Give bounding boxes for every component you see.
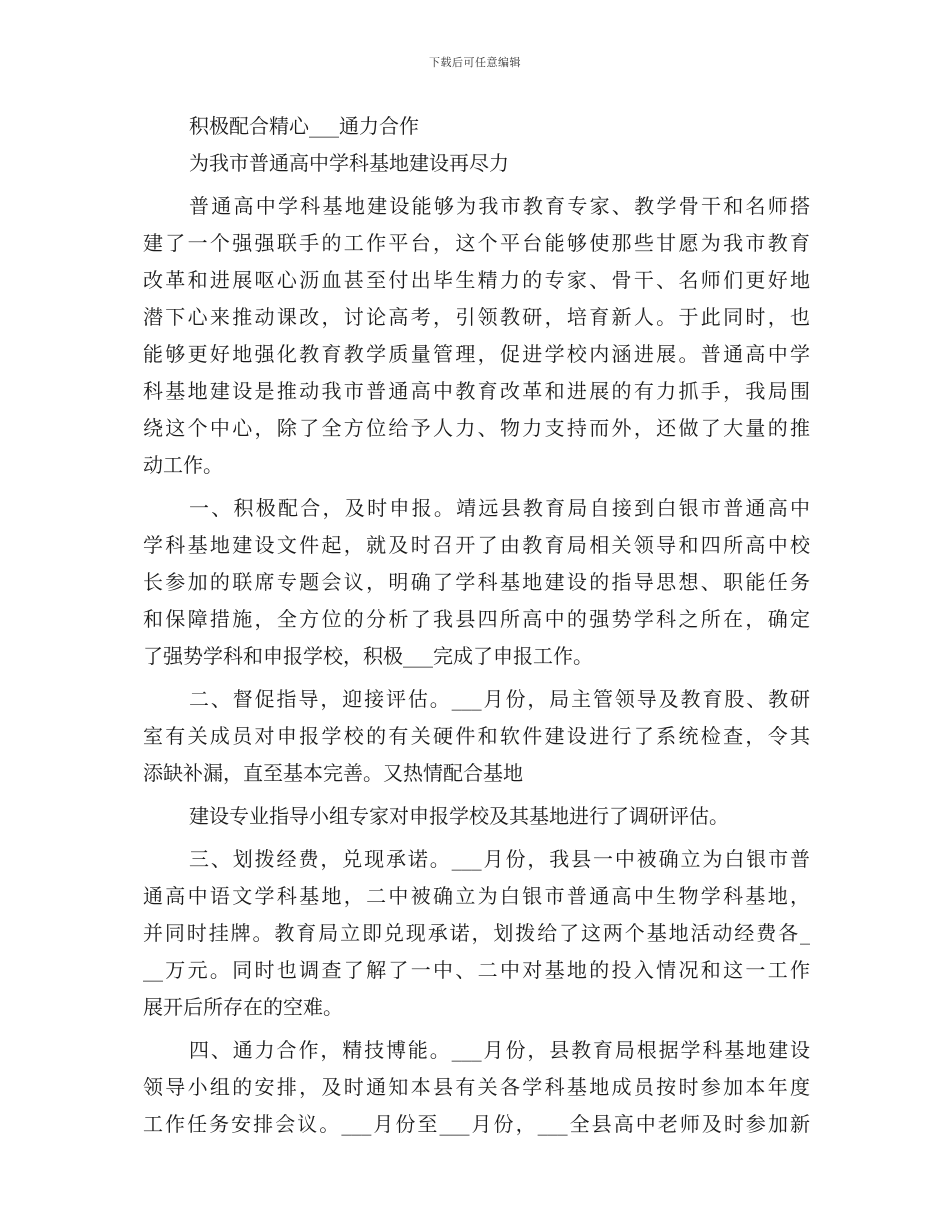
text-line: 科基地建设是推动我市普通高中教育改革和进展的有力抓手，我局围 (143, 379, 810, 403)
text-line: 学科基地建设文件起，就及时召开了由教育局相关领导和四所高中校 (143, 533, 810, 557)
text-line: 展开后所存在的空难。 (143, 995, 343, 1019)
text-line: 通高中语文学科基地，二中被确立为白银市普通高中生物学科基地， (143, 884, 810, 908)
text-line: 普通高中学科基地建设能够为我市教育专家、教学骨干和名师搭 (189, 194, 810, 218)
text-line: 积极配合精心___通力合作 (189, 114, 419, 138)
text-line: 绕这个中心，除了全方位给予人力、物力支持而外，还做了大量的推 (143, 416, 810, 440)
text-line: 为我市普通高中学科基地建设再尽力 (189, 151, 509, 175)
text-line: 添缺补漏，直至基本完善。又热情配合基地 (143, 761, 523, 785)
text-line: 长参加的联席专题会议，明确了学科基地建设的指导思想、职能任务 (143, 570, 810, 594)
text-line: 并同时挂牌。教育局立即兑现承诺，划拨给了这两个基地活动经费各_ (143, 921, 810, 945)
document-body (143, 108, 810, 1143)
text-line: 建设专业指导小组专家对申报学校及其基地进行了调研评估。 (189, 804, 729, 828)
text-line: 能够更好地强化教育教学质量管理，促进学校内涵进展。普通高中学 (143, 342, 810, 366)
text-line: __万元。同时也调查了解了一中、二中对基地的投入情况和这一工作 (143, 958, 810, 982)
text-line: 和保障措施，全方位的分析了我县四所高中的强势学科之所在，确定 (143, 607, 810, 631)
page-header: 下载后可任意编辑 (429, 56, 521, 69)
text-line: 一、积极配合，及时申报。靖远县教育局自接到白银市普通高中 (189, 496, 810, 520)
text-line: 改革和进展呕心沥血甚至付出毕生精力的专家、骨干、名师们更好地 (143, 268, 810, 292)
text-line: 领导小组的安排，及时通知本县有关各学科基地成员按时参加本年度 (143, 1075, 810, 1099)
text-line: 工作任务安排会议。___月份至___月份，___全县高中老师及时参加新 (143, 1112, 810, 1136)
text-line: 三、划拨经费，兑现承诺。___月份，我县一中被确立为白银市普 (189, 847, 810, 871)
text-line: 动工作。 (143, 453, 223, 477)
text-line: 二、督促指导，迎接评估。___月份，局主管领导及教育股、教研 (189, 687, 810, 711)
text-line: 四、通力合作，精技博能。___月份，县教育局根据学科基地建设 (189, 1038, 810, 1062)
text-line: 了强势学科和申报学校，积极___完成了申报工作。 (143, 644, 593, 668)
text-line: 室有关成员对申报学校的有关硬件和软件建设进行了系统检查，令其 (143, 724, 810, 748)
text-line: 建了一个强强联手的工作平台，这个平台能够使那些甘愿为我市教育 (143, 231, 810, 255)
text-line: 潜下心来推动课改，讨论高考，引领教研，培育新人。于此同时，也 (143, 305, 810, 329)
